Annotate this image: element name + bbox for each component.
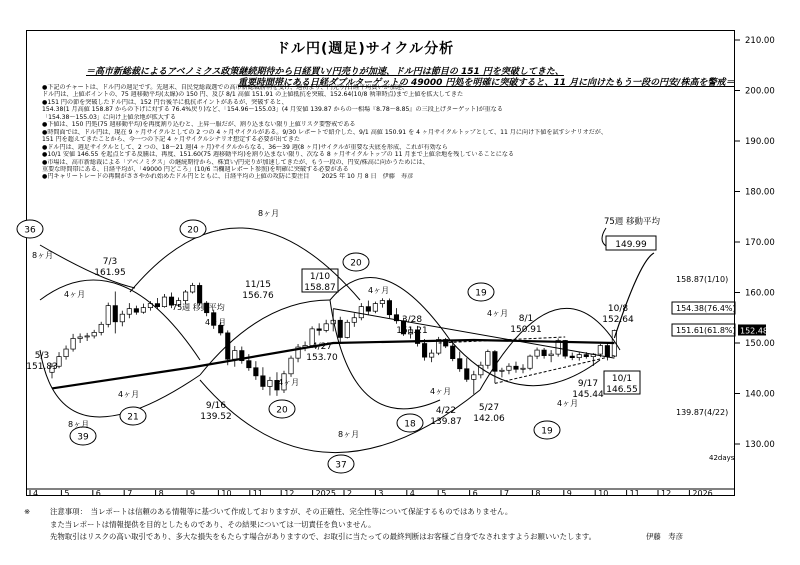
annotation-date: 9/17: [577, 379, 599, 389]
ma75-target-value: 149.99: [615, 240, 647, 250]
annotation-date: 11/15: [245, 280, 271, 290]
candle-body: [542, 350, 546, 356]
candle-body: [570, 356, 574, 358]
candle-body: [521, 368, 525, 369]
candle-body: [422, 344, 426, 358]
cycle-count: 39: [77, 432, 89, 443]
annotation-date: 9/16: [205, 401, 227, 411]
candle-body: [373, 304, 377, 312]
bar-interval-label: 42days: [709, 454, 735, 462]
y-tick-label: 160.00: [745, 288, 775, 299]
annotation-date: 4/22: [435, 406, 457, 416]
y-tick-label: 170.00: [745, 238, 775, 248]
cycle-period-label: 8ヶ月: [258, 209, 280, 218]
candle-body: [451, 346, 455, 359]
candle-body: [584, 355, 588, 357]
x-tick-label: 11: [252, 489, 263, 498]
candle-body: [387, 301, 391, 315]
candle-body: [352, 318, 356, 323]
candle-body: [71, 338, 75, 349]
comment-line: ●下値は、150 円処(75 週移動平均)を再度割り込むと、上昇一服だが、割り込まない限り上値リスク要警戒である: [42, 121, 356, 129]
ma75-label: 75週 移動平均: [172, 303, 225, 312]
candle-body: [197, 285, 201, 303]
downtrend-line: [333, 309, 614, 358]
disclaimer-line-1: 注意事項： 当レポートは信頼のある情報等に基づいて作成しておりますが、その正確性、完全性等について保証するものではありません。: [50, 507, 513, 516]
x-tick-label: 9: [190, 489, 196, 498]
annotation-value: 151.21: [396, 326, 428, 336]
cycle-period-label: 8ヶ月: [338, 430, 360, 439]
cycle-count: 18: [404, 419, 416, 430]
comment-line: 「154.38～155.03」に向け上値余地が拡大する: [42, 113, 177, 121]
annotation-date: 4/27: [311, 342, 333, 352]
y-tick-label: 190.00: [745, 137, 775, 147]
candle-body: [247, 361, 251, 368]
annotation-value: 152.64: [602, 315, 634, 325]
annotation-date: 3/28: [401, 315, 423, 325]
annotation-value: 150.91: [510, 325, 542, 335]
cycle-period-label: 4ヶ月: [368, 286, 390, 295]
cycle-count: 37: [335, 460, 347, 471]
cycle-period-label: 4ヶ月: [557, 399, 579, 408]
annotation-date: 5/3: [34, 351, 50, 361]
annotation-value: 139.52: [200, 412, 232, 422]
candle-body: [486, 352, 490, 366]
x-tick-label: 5: [441, 489, 447, 498]
annotation-value: 156.76: [242, 291, 274, 301]
candle-body: [162, 297, 166, 307]
headline-line-1: ＝高市新総裁によるアベノミクス政策継続期待から日経買い/円売りが加速、ドル円は節目の 151 円を突破してきた、: [86, 67, 564, 77]
page-title: ドル円(週足)サイクル分析: [276, 41, 455, 57]
y-tick-label: 150.00: [745, 339, 775, 349]
candle-body: [99, 324, 103, 332]
candle-body: [190, 285, 194, 292]
level-label: 158.87(1/10): [676, 275, 729, 284]
x-tick-label: 8: [158, 489, 164, 498]
cycle-arc: [40, 350, 200, 417]
ma75-target-caption: 75週 移動平均: [603, 217, 661, 227]
cycle-period-label: 4ヶ月: [205, 318, 227, 327]
annotation-date: 10/1: [611, 374, 633, 384]
annotation-value: 139.87: [430, 417, 462, 427]
comment-line: 154.38(1 月高値 158.87 からの下げに対する 76.4%戻り)など、「154.96～155.03」(4 月安値 139.87 からの一相場『8.78～8.85』の三段上げターゲット)が重なる: [42, 106, 503, 114]
annotation-value: 142.06: [473, 414, 505, 424]
x-tick-label: 3: [378, 489, 384, 498]
candle-body: [528, 356, 532, 368]
cycle-count: 19: [541, 426, 553, 437]
candle-body: [500, 370, 504, 371]
y-tick-label: 200.00: [745, 86, 775, 97]
cycle-period-label: 4ヶ月: [64, 290, 86, 299]
comment-line: ●市場は、高市新総裁による「アベノミクス」の継続期待から、株買い/円売りが加速してきたが、もう一段の、円安/株高に向かうためには、: [42, 158, 429, 166]
x-tick-label: 2: [347, 489, 353, 498]
comment-line: ●151 円の節を突破したドル円は、152 円台後半に抵抗ポイントがあるが、突破すると、: [42, 98, 288, 106]
comment-line: ●下記のチャートは、ドル円の週足です。先週末、自民党総裁選での高市新総裁勝利を受け、週初より、円売り/日経平均買いが加速、: [42, 84, 408, 91]
candle-body: [317, 329, 321, 331]
cycle-count: 20: [276, 405, 288, 416]
annotation-value: 161.95: [94, 268, 126, 278]
annotation-date: 5/27: [478, 403, 500, 413]
candle-body: [465, 369, 469, 380]
x-tick-label: 6: [472, 489, 478, 498]
candle-body: [183, 292, 187, 301]
candle-body: [338, 320, 342, 337]
x-tick-label: 10: [221, 489, 232, 498]
candle-body: [141, 308, 145, 313]
x-tick-label: 4: [409, 489, 415, 498]
annotation-value: 145.44: [572, 390, 604, 400]
x-tick-label: 7: [127, 489, 133, 498]
y-tick-label: 180.00: [745, 187, 775, 198]
x-tick-label: 7: [504, 489, 510, 498]
candle-body: [120, 314, 124, 322]
cycle-count: 36: [24, 225, 36, 236]
cycle-count: 21: [127, 412, 139, 423]
cycle-count: 20: [187, 225, 199, 236]
candle-body: [514, 366, 518, 369]
candle-body: [85, 336, 89, 337]
level-label: 139.87(4/22): [676, 408, 729, 417]
current-price-label: 152.48: [740, 326, 768, 336]
candle-body: [92, 332, 96, 336]
candle-body: [507, 366, 511, 370]
candle-body: [78, 337, 82, 339]
candle-body: [127, 309, 131, 315]
author-name: 伊藤 寿彦: [646, 532, 683, 541]
y-tick-label: 140.00: [745, 389, 775, 400]
comment-line: ●時間面では、ドル円は、現在 9 ヶ月サイクルとしての 2 つの 4 ヶ月サイクルがある。9/30 レポートで紹介した、9/1 高値 150.91 を 4 ヶ月サイクルトップとして、11 月に向け下値を試すシナリオだが、: [42, 128, 607, 136]
y-tick-label: 210.00: [745, 36, 775, 46]
x-tick-label: 2026: [692, 489, 713, 498]
cycle-period-label: 8ヶ月: [68, 420, 90, 429]
candle-body: [261, 376, 265, 387]
x-tick-label: 9: [566, 489, 572, 498]
x-tick-label: 11: [629, 489, 640, 498]
comment-line: 151 円を超えてきたことから、今一つの下記 4 ヶ月サイクルシナリオ想定する必要が出てきた: [42, 136, 301, 144]
comment-line: ●円キャリートレードの再開がささやかれ始めたドル円とともに、日経平均の上値の攻防に要注目 2025 年 10 月 8 日 伊藤 寿彦: [42, 173, 414, 181]
cycle-period-label: 8ヶ月: [32, 251, 54, 260]
disclaimer-line-2: また当レポートは情報提供を目的としたものであり、その結果については一切責任を負いません。: [50, 519, 376, 529]
annotation-value: 153.70: [306, 353, 338, 363]
candle-body: [134, 309, 138, 313]
candle-body: [380, 301, 384, 304]
cycle-period-label: 4ヶ月: [118, 390, 140, 399]
ma75-projection: [614, 253, 654, 338]
ma75-bracket: [602, 228, 606, 246]
candle-body: [268, 380, 272, 386]
note-mark: ※: [24, 507, 31, 516]
annotation-date: 8/1: [518, 314, 534, 324]
comment-line: ドル円は、上値ポイントの、75 週移動平均(太線)の 150 円、及び 8/1 高値 151.91 の上値抵抗を突破、152.64(10/8 執筆時点)まで上値を拡大してきた: [42, 91, 464, 99]
x-tick-label: 6: [95, 489, 101, 498]
x-tick-label: 8: [535, 489, 541, 498]
disclaimer-line-3: 先物取引はリスクの高い取引であり、多大な損失をもたらす場合がありますので、お取引に当たっての最終判断はお客様ご自身でなされますようお願いいたします。: [50, 532, 597, 541]
annotation-value: 151.83: [26, 362, 58, 372]
cycle-period-label: 4ヶ月: [487, 309, 509, 318]
comment-line: ●ドル円は、週足サイクルとして、2 つの、18～21 週(4 ヶ月)サイクルからなる、36～39 週(8 ヶ月)サイクルが重要な天底を形成、これが有効なら: [42, 143, 448, 151]
annotation-date: 7/3: [102, 257, 118, 267]
candle-body: [155, 304, 159, 307]
candle-body: [605, 346, 609, 357]
candle-body: [429, 353, 433, 357]
cycle-count: 19: [475, 288, 487, 299]
cycle-period-label: 4ヶ月: [430, 387, 452, 396]
candle-body: [359, 307, 363, 318]
cycle-arc: [40, 245, 135, 288]
candle-body: [106, 306, 110, 325]
candle-body: [549, 354, 553, 356]
analysis-comments: [42, 84, 642, 181]
candle-body: [577, 355, 581, 358]
disclaimer-footer: [24, 506, 784, 544]
cycle-count: 20: [350, 258, 362, 269]
annotation-value: 158.87: [304, 283, 336, 293]
x-tick-label: 2025: [315, 489, 336, 498]
candle-body: [233, 351, 237, 360]
x-tick-label: 4: [33, 489, 39, 498]
candle-body: [598, 346, 602, 355]
y-tick-label: 130.00: [745, 440, 775, 450]
candle-body: [366, 307, 370, 312]
level-label: 151.61(61.8%): [676, 326, 736, 335]
x-tick-label: 10: [598, 489, 609, 498]
candle-body: [472, 375, 476, 380]
candle-body: [345, 322, 349, 337]
candle-body: [324, 324, 328, 331]
cycle-period-label: 4ヶ月: [278, 378, 300, 387]
x-tick-label: 12: [284, 489, 295, 498]
level-label: 154.38(76.4%): [676, 304, 736, 313]
annotation-date: 1/10: [309, 272, 331, 282]
annotation-date: 10/8: [607, 304, 629, 314]
candle-body: [64, 349, 68, 357]
candle-body: [535, 350, 539, 356]
x-tick-label: 12: [661, 489, 672, 498]
candle-body: [254, 368, 258, 376]
candle-body: [113, 306, 117, 322]
comment-line: 重要な時間帯にある、日経平均が、「49000 円どころ」(10/6 当欄週レポート参照)を明確に突破する必要がある: [42, 165, 349, 173]
comment-line: ●10/1 安値 146.55 を起点とする反騰は、再度、151.60(75 週移動平均)を割り込まない限り、次なる 8 ヶ月サイクルトップの 11 月まで上値余地を残していることになる: [42, 151, 515, 159]
headline-line-2: 重要時間帯にある日経ダブルターゲットの 49000 円処を明確に突破すると、11 月に向けたもう一段の円安/株高を警戒＝: [238, 78, 735, 88]
annotation-value: 146.55: [606, 385, 638, 395]
x-tick-label: 5: [64, 489, 70, 498]
candle-body: [289, 358, 293, 374]
candle-body: [458, 359, 462, 369]
